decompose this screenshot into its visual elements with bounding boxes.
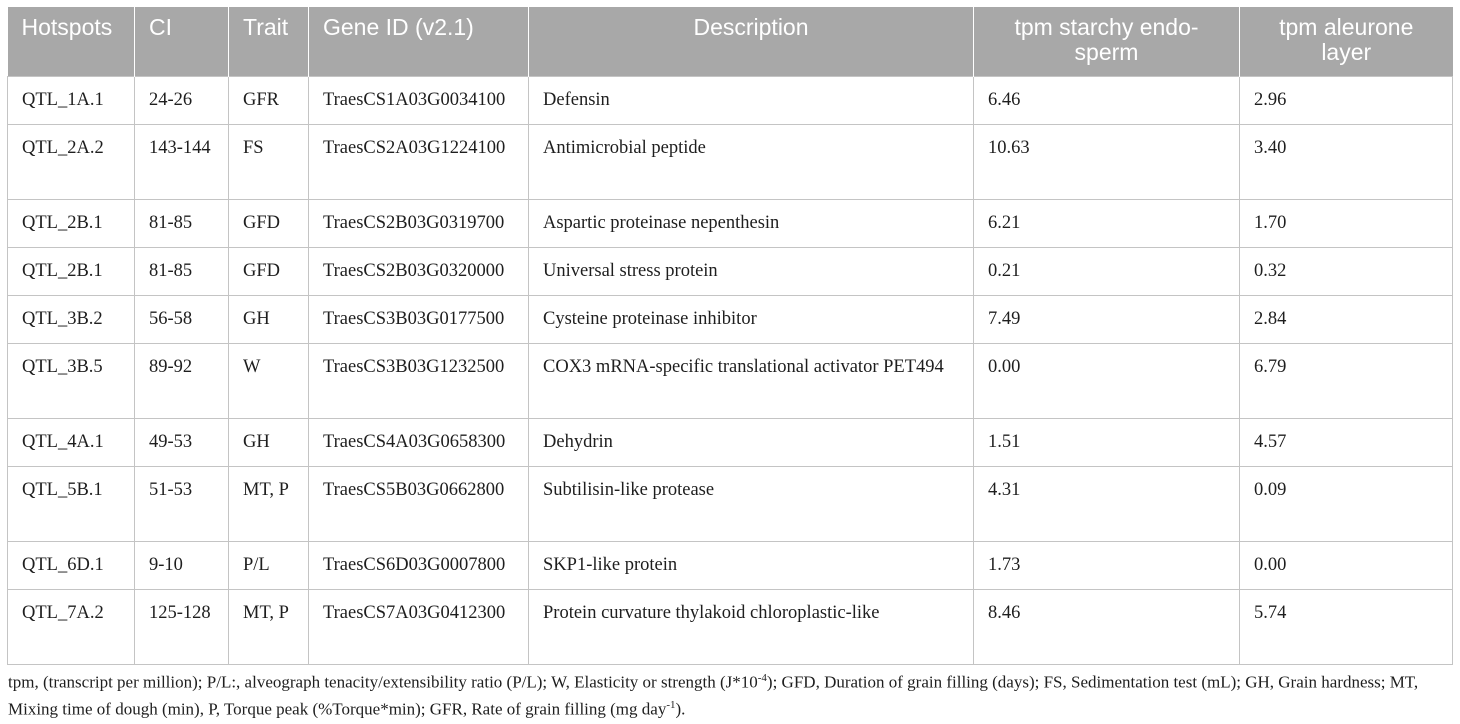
cell-tpm-starchy-endosperm: 6.21 [974,200,1240,248]
cell-gene-id: TraesCS2B03G0319700 [309,200,529,248]
column-header-ci: CI [135,7,229,77]
cell-gene-id: TraesCS6D03G0007800 [309,542,529,590]
cell-gene-id: TraesCS7A03G0412300 [309,590,529,665]
cell-ci: 81-85 [135,248,229,296]
cell-ci: 51-53 [135,467,229,542]
cell-tpm-starchy-endosperm: 1.73 [974,542,1240,590]
cell-gene-id: TraesCS2B03G0320000 [309,248,529,296]
cell-trait: MT, P [229,590,309,665]
cell-ci: 125-128 [135,590,229,665]
cell-trait: GFR [229,77,309,125]
table-header [8,7,1453,77]
table-body [8,77,1453,665]
table-row [8,296,1453,344]
table-row [8,248,1453,296]
column-header-tpm-aleurone-layer: tpm aleurone layer [1240,7,1453,77]
cell-trait: GH [229,296,309,344]
cell-gene-id: TraesCS5B03G0662800 [309,467,529,542]
column-header-trait: Trait [229,7,309,77]
table-row [8,77,1453,125]
cell-gene-id: TraesCS4A03G0658300 [309,419,529,467]
cell-tpm-aleurone-layer: 5.74 [1240,590,1453,665]
cell-tpm-aleurone-layer: 0.32 [1240,248,1453,296]
table-row [8,590,1453,665]
cell-description: COX3 mRNA-specific translational activator PET494 [529,344,974,419]
cell-ci: 24-26 [135,77,229,125]
cell-hotspot: QTL_7A.2 [8,590,135,665]
cell-description: Subtilisin-like protease [529,467,974,542]
cell-description: Protein curvature thylakoid chloroplastic-like [529,590,974,665]
cell-tpm-starchy-endosperm: 0.00 [974,344,1240,419]
cell-trait: GH [229,419,309,467]
table-footnote [8,667,1453,720]
cell-tpm-starchy-endosperm: 4.31 [974,467,1240,542]
cell-hotspot: QTL_4A.1 [8,419,135,467]
cell-tpm-aleurone-layer: 4.57 [1240,419,1453,467]
cell-trait: GFD [229,200,309,248]
footnote-superscript-exponent: -4 [757,672,767,684]
data-table [7,7,1453,665]
cell-trait: P/L [229,542,309,590]
cell-description: Aspartic proteinase nepenthesin [529,200,974,248]
cell-description: Cysteine proteinase inhibitor [529,296,974,344]
cell-ci: 89-92 [135,344,229,419]
table-row [8,419,1453,467]
cell-hotspot: QTL_3B.2 [8,296,135,344]
cell-tpm-starchy-endosperm: 1.51 [974,419,1240,467]
cell-tpm-starchy-endosperm: 6.46 [974,77,1240,125]
cell-tpm-starchy-endosperm: 7.49 [974,296,1240,344]
cell-description: Dehydrin [529,419,974,467]
cell-trait: W [229,344,309,419]
cell-ci: 9-10 [135,542,229,590]
table-row [8,125,1453,200]
cell-hotspot: QTL_2B.1 [8,200,135,248]
cell-ci: 81-85 [135,200,229,248]
column-header-hotspots: Hotspots [8,7,135,77]
cell-tpm-aleurone-layer: 2.96 [1240,77,1453,125]
table-row [8,467,1453,542]
cell-tpm-aleurone-layer: 0.09 [1240,467,1453,542]
cell-ci: 143-144 [135,125,229,200]
cell-hotspot: QTL_2A.2 [8,125,135,200]
cell-hotspot: QTL_1A.1 [8,77,135,125]
cell-description: Defensin [529,77,974,125]
cell-tpm-starchy-endosperm: 8.46 [974,590,1240,665]
cell-gene-id: TraesCS2A03G1224100 [309,125,529,200]
column-header-gene-id: Gene ID (v2.1) [309,7,529,77]
cell-gene-id: TraesCS3B03G1232500 [309,344,529,419]
cell-tpm-aleurone-layer: 2.84 [1240,296,1453,344]
cell-tpm-aleurone-layer: 6.79 [1240,344,1453,419]
cell-trait: FS [229,125,309,200]
cell-ci: 49-53 [135,419,229,467]
cell-tpm-aleurone-layer: 3.40 [1240,125,1453,200]
cell-hotspot: QTL_6D.1 [8,542,135,590]
cell-tpm-starchy-endosperm: 10.63 [974,125,1240,200]
cell-ci: 56-58 [135,296,229,344]
footnote-text-part-2: ); GFD, Duration of grain filling (days); FS, Sedimentation test (mL); GH, Grain hardness; MT, Mixing time of dough (min), P, Torque peak (%Torque*min); GFR, Rate of grain filling (mg day [8,672,1419,719]
cell-description: SKP1-like protein [529,542,974,590]
cell-gene-id: TraesCS1A03G0034100 [309,77,529,125]
footnote-text-part-1: tpm, (transcript per million); P/L:, alveograph tenacity/extensibility ratio (P/L); W, Elasticity or strength (J*10 [8,672,758,692]
cell-tpm-aleurone-layer: 0.00 [1240,542,1453,590]
cell-hotspot: QTL_2B.1 [8,248,135,296]
cell-gene-id: TraesCS3B03G0177500 [309,296,529,344]
cell-hotspot: QTL_5B.1 [8,467,135,542]
column-header-description: Description [529,7,974,77]
cell-trait: MT, P [229,467,309,542]
cell-description: Antimicrobial peptide [529,125,974,200]
cell-trait: GFD [229,248,309,296]
cell-description: Universal stress protein [529,248,974,296]
table-row [8,200,1453,248]
cell-tpm-starchy-endosperm: 0.21 [974,248,1240,296]
cell-tpm-aleurone-layer: 1.70 [1240,200,1453,248]
footnote-superscript-unit: -1 [666,698,676,711]
table-row [8,542,1453,590]
column-header-tpm-starchy-endosperm: tpm starchy endo-sperm [974,7,1240,77]
table-row [8,344,1453,419]
footnote-text-part-3: ). [675,699,686,719]
header-row [8,7,1453,77]
cell-hotspot: QTL_3B.5 [8,344,135,419]
